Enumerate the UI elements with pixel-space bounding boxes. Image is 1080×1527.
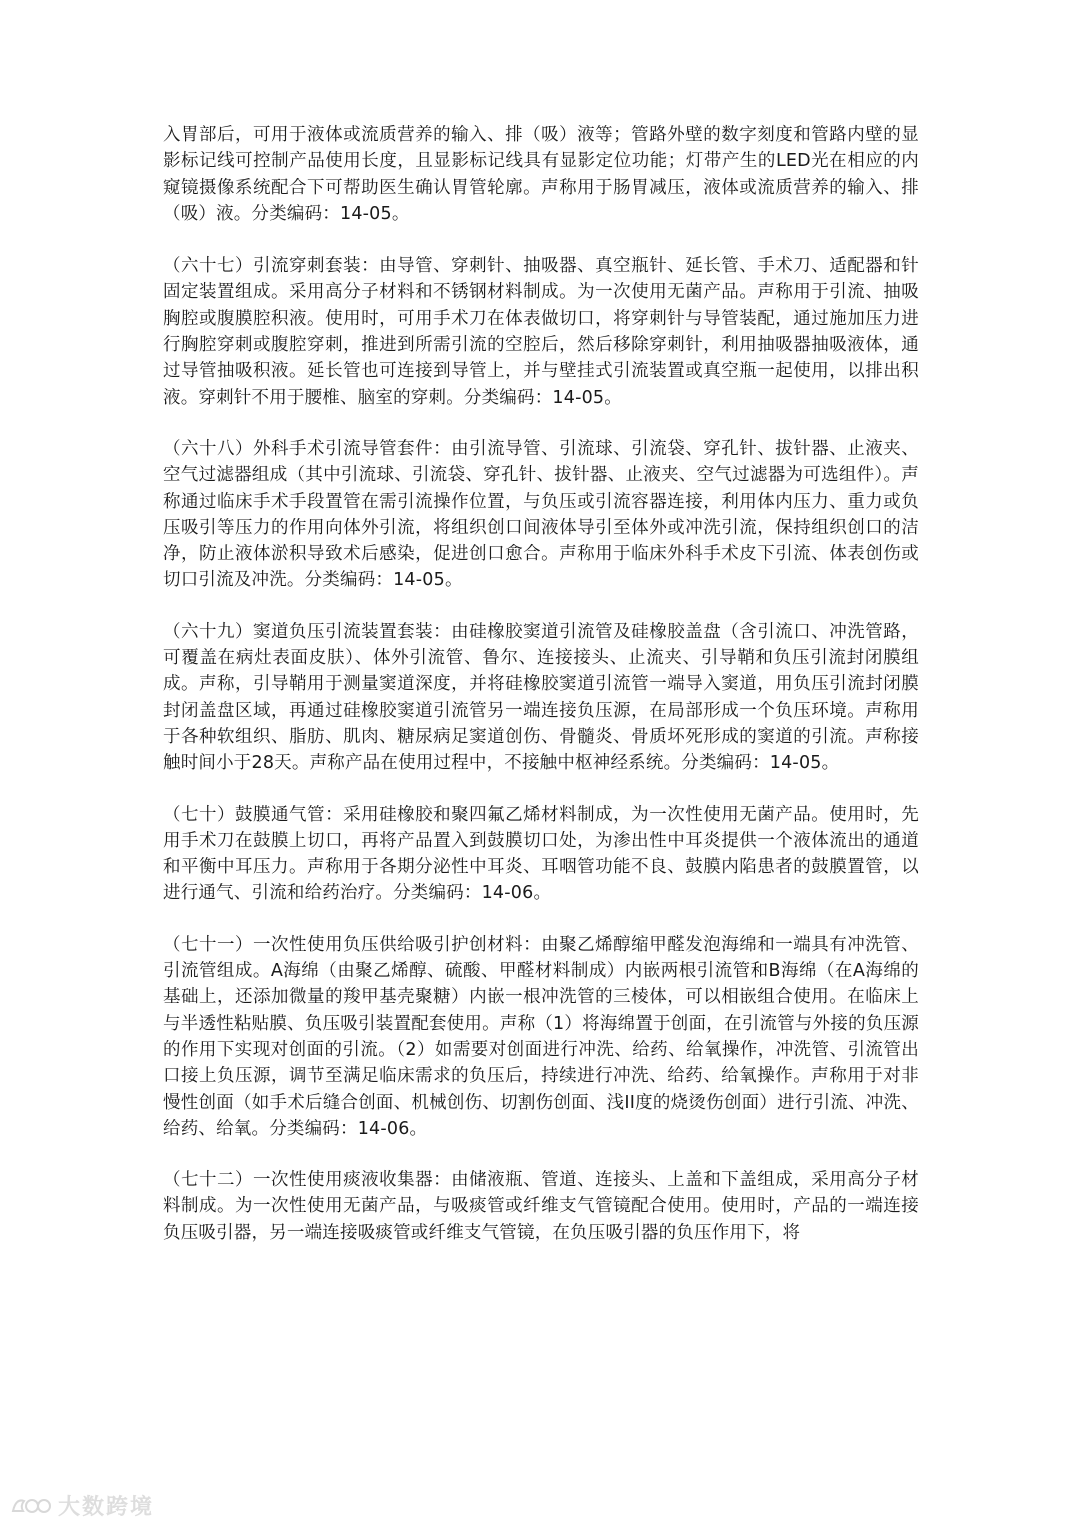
- paragraph-continuation: 入胃部后，可用于液体或流质营养的输入、排（吸）液等；管路外壁的数字刻度和管路内壁的显影标记线可控制产品使用长度，且显影标记线具有显影定位功能；灯带产生的LED光在相应的内窥镜摄像系统配合下可帮助医生确认胃管轮廓。声称用于肠胃减压，液体或流质营养的输入、排（吸）液。分类编码：14-05。: [163, 125, 919, 224]
- paragraph-item-67: （六十七）引流穿刺套装：由导管、穿刺针、抽吸器、真空瓶针、延长管、手术刀、适配器和针固定装置组成。采用高分子材料和不锈钢材料制成。为一次使用无菌产品。声称用于引流、抽吸胸腔或腹膜腔积液。使用时，可用手术刀在体表做切口，将穿刺针与导管装配，通过施加压力进行胸腔穿刺或腹腔穿刺，推进到所需引流的空腔后，然后移除穿刺针，利用抽吸器抽吸液体，通过导管抽吸积液。延长管也可连接到导管上，并与壁挂式引流装置或真空瓶一起使用，以排出积液。穿刺针不用于腰椎、脑室的穿刺。分类编码：14-05。: [163, 256, 919, 408]
- paragraph-item-71: （七十一）一次性使用负压供给吸引护创材料：由聚乙烯醇缩甲醛发泡海绵和一端具有冲洗管、引流管组成。A海绵（由聚乙烯醇、硫酸、甲醛材料制成）内嵌两根引流管和B海绵（在A海绵的基础上，还添加微量的羧甲基壳聚糖）内嵌一根冲洗管的三棱体，可以相嵌组合使用。在临床上与半透性粘贴膜、负压吸引装置配套使用。声称（1）将海绵置于创面，在引流管与外接的负压源的作用下实现对创面的引流。（2）如需要对创面进行冲洗、给药、给氧操作，冲洗管、引流管出口接上负压源，调节至满足临床需求的负压后，持续进行冲洗、给药、给氧操作。声称用于对非慢性创面（如手术后缝合创面、机械创伤、切割伤创面、浅II度的烧烫伤创面）进行引流、冲洗、给药、给氧。分类编码：14-06。: [163, 934, 919, 1139]
- brand-logo-icon: [10, 1494, 52, 1516]
- paragraph-item-69: （六十九）窦道负压引流装置套装：由硅橡胶窦道引流管及硅橡胶盖盘（含引流口、冲洗管路，可覆盖在病灶表面皮肤）、体外引流管、鲁尔、连接接头、止流夹、引导鞘和负压引流封闭膜组成。声称，引导鞘用于测量窦道深度，并将硅橡胶窦道引流管一端导入窦道，用负压引流封闭膜封闭盖盘区域，再通过硅橡胶窦道引流管另一端连接负压源，在局部形成一个负压环境。声称用于各种软组织、脂肪、肌肉、糖尿病足窦道创伤、骨髓炎、骨质坏死形成的窦道的引流。声称接触时间小于28天。声称产品在使用过程中，不接触中枢神经系统。分类编码：14-05。: [163, 621, 919, 774]
- document-body: [163, 122, 919, 1271]
- paragraph-item-72: （七十二）一次性使用痰液收集器：由储液瓶、管道、连接头、上盖和下盖组成，采用高分子材料制成。为一次性使用无菌产品，与吸痰管或纤维支气管镜配合使用。使用时，产品的一端连接负压吸引器，另一端连接吸痰管或纤维支气管镜，在负压吸引器的负压作用下，将: [163, 1170, 919, 1243]
- watermark: [10, 1490, 154, 1520]
- paragraph-item-68: （六十八）外科手术引流导管套件：由引流导管、引流球、引流袋、穿孔针、拔针器、止液夹、空气过滤器组成（其中引流球、引流袋、穿孔针、拔针器、止液夹、空气过滤器为可选组件）。声称通过临床手术手段置管在需引流操作位置，与负压或引流容器连接，利用体内压力、重力或负压吸引等压力的作用向体外引流，将组织创口间液体导引至体外或冲洗引流，保持组织创口的洁净，防止液体淤积导致术后感染，促进创口愈合。声称用于临床外科手术皮下引流、体表创伤或切口引流及冲洗。分类编码：14-05。: [163, 438, 919, 591]
- paragraph-item-70: （七十）鼓膜通气管：采用硅橡胶和聚四氟乙烯材料制成，为一次性使用无菌产品。使用时，先用手术刀在鼓膜上切口，再将产品置入到鼓膜切口处，为渗出性中耳炎提供一个液体流出的通道和平衡中耳压力。声称用于各期分泌性中耳炎、耳咽管功能不良、鼓膜内陷患者的鼓膜置管，以进行通气、引流和给药治疗。分类编码：14-06。: [163, 804, 919, 904]
- watermark-text: 大数跨境: [58, 1494, 155, 1520]
